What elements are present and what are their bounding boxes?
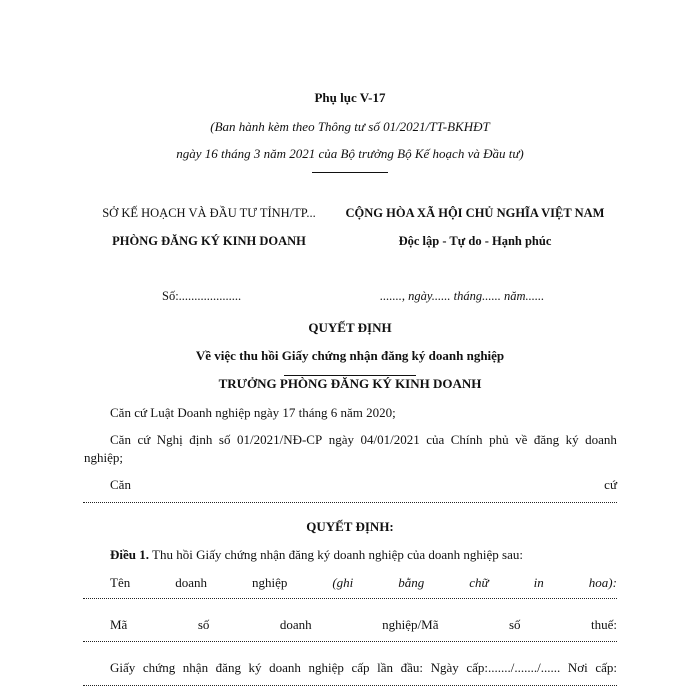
decision-authority: TRƯỞNG PHÒNG ĐĂNG KÝ KINH DOANH xyxy=(218,376,482,391)
fill-line xyxy=(83,685,617,687)
word: Căn xyxy=(110,477,131,492)
tax-code-line xyxy=(110,617,617,633)
basis-decree-line1 xyxy=(110,432,617,448)
department-name: SỞ KẾ HOẠCH VÀ ĐẦU TƯ TỈNH/TP... xyxy=(102,206,316,220)
basis-other xyxy=(110,477,617,493)
word: Ngày xyxy=(430,660,459,675)
article-1-label: Điều 1. xyxy=(110,547,149,562)
word: in xyxy=(533,575,544,590)
word: chữ xyxy=(469,575,489,590)
word: ngày xyxy=(328,432,354,447)
word: Tên xyxy=(110,575,131,590)
word: cấp xyxy=(351,660,370,675)
word: số xyxy=(218,432,231,447)
word: số xyxy=(508,617,521,632)
word: doanh xyxy=(269,660,301,675)
word: đăng xyxy=(215,660,241,675)
decision-title: QUYẾT ĐỊNH xyxy=(308,320,392,335)
word: cấp: xyxy=(595,660,617,675)
document-date: ......., ngày...... tháng...... năm...... xyxy=(380,289,545,303)
fill-line xyxy=(83,598,617,600)
word: nghiệp/Mã xyxy=(382,617,439,632)
word: Chính xyxy=(450,432,483,447)
word: đăng xyxy=(533,432,560,447)
word: bằng xyxy=(398,575,425,590)
issued-note-line1: (Ban hành kèm theo Thông tư số 01/2021/TT-BKHĐT xyxy=(210,119,490,134)
word: của xyxy=(426,432,445,447)
word: doanh xyxy=(279,617,312,632)
word: hoa): xyxy=(588,575,617,590)
word: nhận xyxy=(182,660,209,675)
word: định xyxy=(189,432,213,447)
word: doanh xyxy=(175,575,207,590)
word: ký xyxy=(565,432,579,447)
word: cứ xyxy=(137,432,151,447)
word: ký xyxy=(248,660,262,675)
word: doanh xyxy=(585,432,617,447)
company-name-line xyxy=(110,575,617,591)
word: Nơi xyxy=(567,660,588,675)
document-number: Số:.................... xyxy=(162,289,242,303)
first-certificate-line xyxy=(110,660,617,676)
header-divider xyxy=(312,172,388,173)
fill-line xyxy=(83,641,617,643)
word: 04/01/2021 xyxy=(360,432,420,447)
issued-note-line2: ngày 16 tháng 3 năm 2021 của Bộ trưởng Bộ Kế hoạch và Đầu tư) xyxy=(176,146,524,161)
national-motto: Độc lập - Tự do - Hạnh phúc xyxy=(398,234,552,248)
basis-decree-line2: nghiệp; xyxy=(84,450,123,465)
word: cấp:......./......./...... xyxy=(466,660,561,675)
word: về xyxy=(515,432,528,447)
word: nghiệp xyxy=(251,575,288,590)
appendix-title: Phụ lục V-17 xyxy=(314,90,386,105)
word: Nghị xyxy=(156,432,183,447)
word: Giấy xyxy=(110,660,136,675)
decides-title: QUYẾT ĐỊNH: xyxy=(306,519,394,534)
article-1-text: Thu hồi Giấy chứng nhận đăng ký doanh nghiệp của doanh nghiệp sau: xyxy=(149,547,523,562)
word: nghiệp xyxy=(308,660,344,675)
office-name: PHÒNG ĐĂNG KÝ KINH DOANH xyxy=(112,234,306,248)
word: Mã xyxy=(110,617,128,632)
word: số xyxy=(197,617,210,632)
word: đầu: xyxy=(400,660,424,675)
subject-underline xyxy=(284,375,416,376)
word: lần xyxy=(377,660,394,675)
decision-subject: Về việc thu hồi Giấy chứng nhận đăng ký doanh nghiệp xyxy=(195,348,505,363)
word: Căn xyxy=(110,432,131,447)
word: cứ xyxy=(604,477,617,492)
word: (ghi xyxy=(332,575,354,590)
fill-line xyxy=(83,502,617,504)
word: thuế: xyxy=(591,617,617,632)
word: 01/2021/NĐ-CP xyxy=(236,432,323,447)
word: chứng xyxy=(142,660,176,675)
word: phủ xyxy=(489,432,509,447)
article-1 xyxy=(110,547,523,563)
country-name: CỘNG HÒA XÃ HỘI CHỦ NGHĨA VIỆT NAM xyxy=(345,206,605,220)
basis-law: Căn cứ Luật Doanh nghiệp ngày 17 tháng 6 năm 2020; xyxy=(110,405,396,420)
